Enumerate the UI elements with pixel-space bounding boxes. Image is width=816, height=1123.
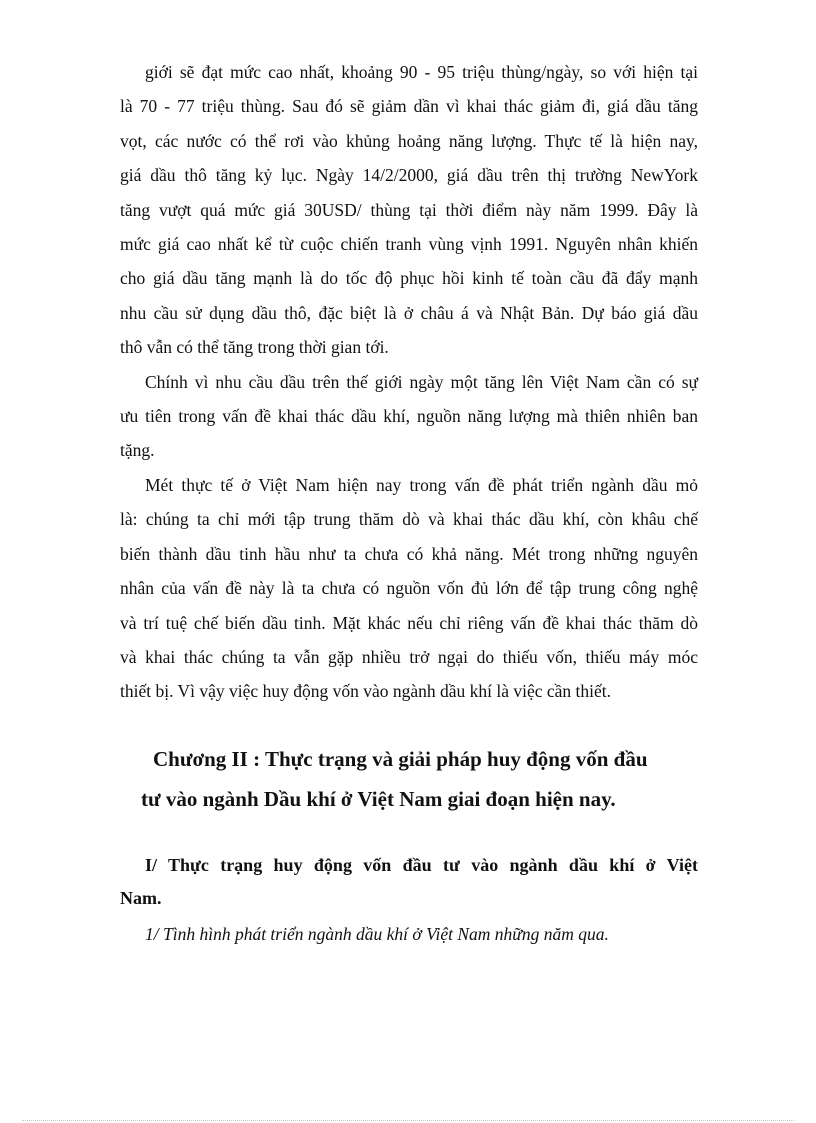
paragraph-oil-price <box>120 55 698 365</box>
text-line: tặng. <box>120 440 155 461</box>
subsection-heading: 1/ Tình hình phát triển ngành dầu khí ở Việt Nam những năm qua. <box>145 923 609 944</box>
section-heading <box>120 849 698 915</box>
text-line: là 70 - 77 triệu thùng. Sau đó sẽ giảm dần vì khai thác giảm đi, giá dầu tăng <box>120 96 698 117</box>
text-line: và khai thác chúng ta vẫn gặp nhiều trở ngại do thiếu vốn, thiếu máy móc <box>120 646 698 667</box>
chapter-heading-line: Chương II : Thực trạng và giải pháp huy động vốn đầu <box>153 746 648 771</box>
paragraph-reality <box>120 468 698 709</box>
document-page <box>120 55 698 950</box>
text-line: thô vẫn có thể tăng trong thời gian tới. <box>120 337 389 358</box>
section-heading-line: Nam. <box>120 887 162 908</box>
text-line: thiết bị. Vì vậy việc huy động vốn vào ngành dầu khí là việc cần thiết. <box>120 681 612 702</box>
text-line: mức giá cao nhất kể từ cuộc chiến tranh vùng vịnh 1991. Nguyên nhân khiến <box>120 234 698 255</box>
text-line: Chính vì nhu cầu dầu trên thế giới ngày một tăng lên Việt Nam cần có sự <box>145 371 698 392</box>
section-heading-line: I/ Thực trạng huy động vốn đầu tư vào ngành dầu khí ở Việt <box>145 854 698 875</box>
chapter-heading <box>120 739 698 819</box>
text-line: ưu tiên trong vấn đề khai thác dầu khí, nguồn năng lượng mà thiên nhiên ban <box>120 406 698 427</box>
text-line: là: chúng ta chỉ mới tập trung thăm dò và khai thác dầu khí, còn khâu chế <box>120 509 698 530</box>
text-line: giá dầu thô tăng kỷ lục. Ngày 14/2/2000, giá dầu trên thị trường NewYork <box>120 165 698 186</box>
page-bottom-rule <box>22 1120 794 1121</box>
text-line: nhân của vấn đề này là ta chưa có nguồn vốn đủ lớn để tập trung công nghệ <box>120 578 698 599</box>
text-line: và trí tuệ chế biến dầu tinh. Mặt khác nếu chỉ riêng vấn đề khai thác thăm dò <box>120 612 698 633</box>
text-line: giới sẽ đạt mức cao nhất, khoảng 90 - 95 triệu thùng/ngày, so với hiện tại <box>145 62 698 82</box>
text-line: cho giá dầu tăng mạnh là do tốc độ phục hồi kinh tế toàn cầu đã đẩy mạnh <box>120 268 698 289</box>
text-line: nhu cầu sử dụng dầu thô, đặc biệt là ở châu á và Nhật Bản. Dự báo giá dầu <box>120 302 698 323</box>
chapter-heading-line: tư vào ngành Dầu khí ở Việt Nam giai đoạn hiện nay. <box>141 786 616 811</box>
text-line: Mét thực tế ở Việt Nam hiện nay trong vấn đề phát triển ngành dầu mỏ <box>145 474 698 495</box>
text-line: biến thành dầu tinh hầu như ta chưa có khả năng. Mét trong những nguyên <box>120 543 698 564</box>
text-line: vọt, các nước có thể rơi vào khủng hoảng năng lượng. Thực tế là hiện nay, <box>120 130 698 151</box>
text-line: tăng vượt quá mức giá 30USD/ thùng tại thời điểm này năm 1999. Đây là <box>120 199 698 220</box>
paragraph-priority <box>120 365 698 468</box>
